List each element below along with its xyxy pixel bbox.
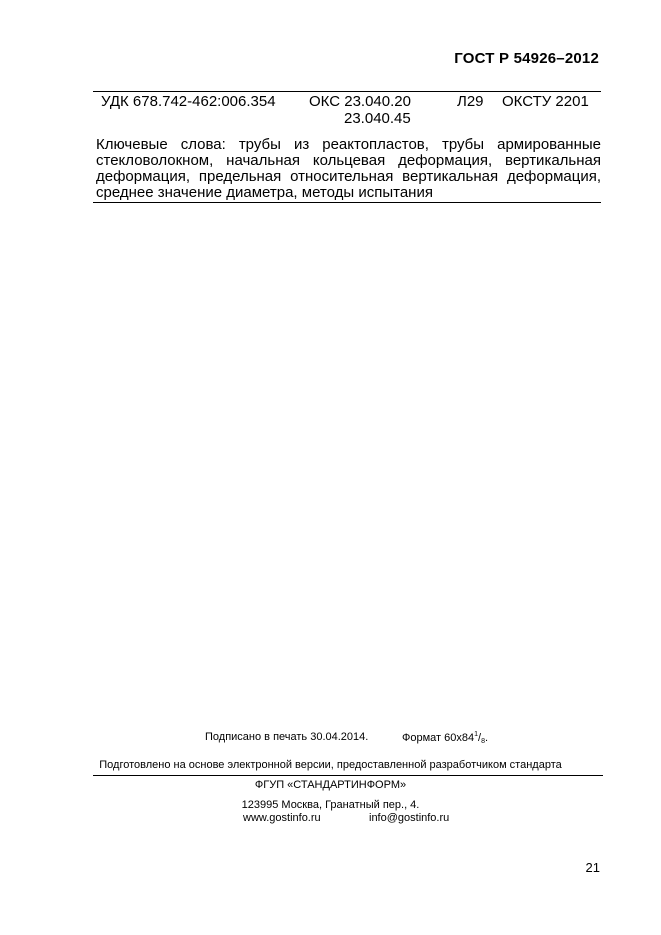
oks-code-2: 23.040.45 bbox=[344, 110, 411, 127]
signed-date: Подписано в печать 30.04.2014. bbox=[205, 731, 369, 743]
publisher-address: 123995 Москва, Гранатный пер., 4. bbox=[241, 799, 420, 811]
publisher-email[interactable]: info@gostinfo.ru bbox=[369, 812, 450, 824]
format-numerator: 1 bbox=[474, 731, 479, 738]
oks-code-1: ОКС 23.040.20 bbox=[309, 93, 411, 110]
publisher-website[interactable]: www.gostinfo.ru bbox=[243, 812, 321, 824]
udk-code: УДК 678.742-462:006.354 bbox=[101, 93, 276, 110]
top-divider bbox=[93, 91, 601, 92]
publisher-name: ФГУП «СТАНДАРТИНФОРМ» bbox=[254, 779, 407, 791]
keywords-divider bbox=[93, 202, 601, 203]
page-number: 21 bbox=[585, 860, 600, 875]
okstu-code: ОКСТУ 2201 bbox=[502, 93, 589, 110]
prepared-note: Подготовлено на основе электронной версии, предоставленной разработчиком стандарта bbox=[99, 759, 562, 771]
paper-format-prefix: Формат 60х84 bbox=[402, 732, 475, 744]
imprint-divider bbox=[93, 775, 603, 776]
keywords-paragraph: Ключевые слова: трубы из реактопластов, трубы армированные стекловолокном, начальная кольцевая деформация, вертикальная деформация, предельная относительная вертикальная деформация, среднее значение диаметра, методы испытания bbox=[96, 136, 601, 201]
format-denominator: 8 bbox=[481, 738, 485, 745]
paper-format: Формат $60х84^1/_8$. bbox=[402, 731, 489, 745]
standard-code: ГОСТ Р 54926–2012 bbox=[454, 50, 599, 67]
l-code: Л29 bbox=[457, 93, 484, 110]
